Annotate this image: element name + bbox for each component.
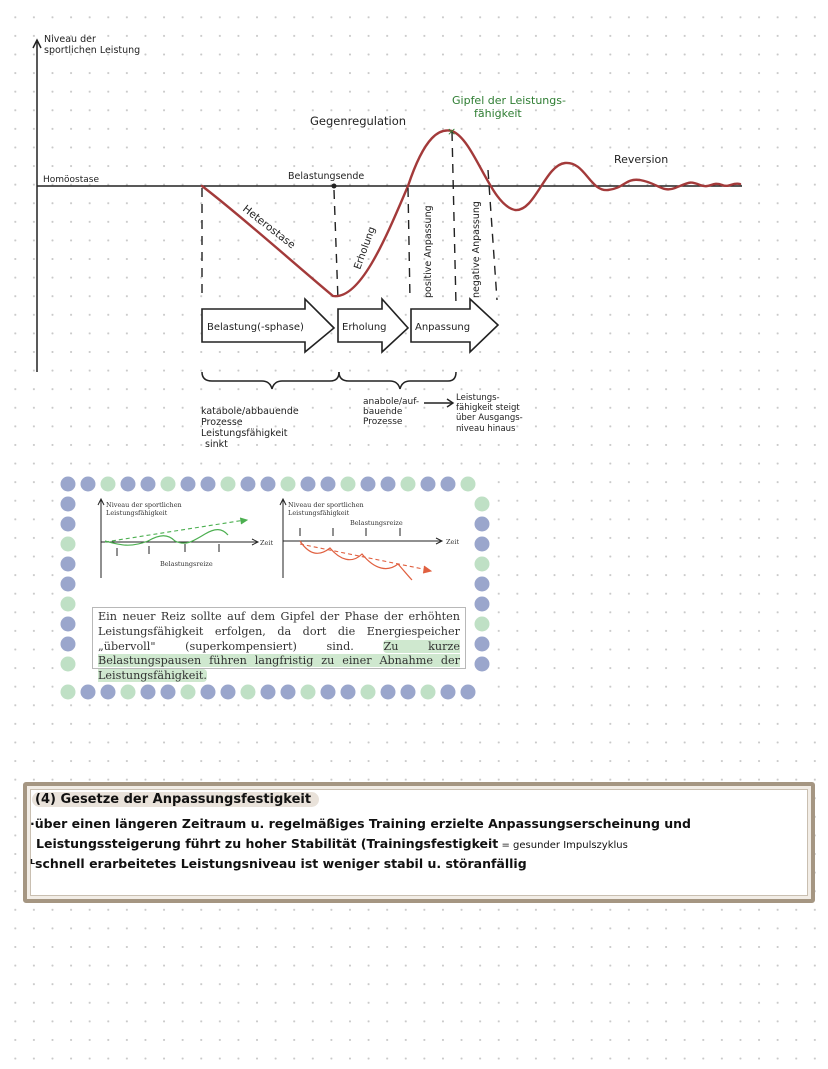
anabole-line-3: Prozesse [363, 417, 403, 427]
frame-dot [61, 597, 76, 612]
heterostase-label: Heterostase [240, 202, 298, 252]
positive-anpassung-label: positive Anpassung [423, 205, 434, 298]
steigt-line-3: über Ausgangs- [456, 413, 523, 423]
frame-dot [401, 477, 416, 492]
frame-dot [281, 685, 296, 700]
phase-label-erholung: Erholung [342, 322, 387, 333]
law-line-2 [36, 836, 628, 851]
steigt-line-2: fähigkeit steigt [456, 403, 520, 413]
frame-dot [461, 477, 476, 492]
frame-dot [61, 537, 76, 552]
frame-dot [81, 477, 96, 492]
steigt-line-1: Leistungs- [456, 393, 500, 403]
frame-dot [181, 477, 196, 492]
frame-dot [61, 657, 76, 672]
frame-dot [361, 685, 376, 700]
frame-dot [421, 477, 436, 492]
gipfel-mark: × [447, 125, 457, 138]
frame-dot [461, 685, 476, 700]
caption-highlight: Zu kurze Belastungspausen führen langfristig zu einer Abnahme der Leistungsfähigkeit. [98, 639, 460, 683]
negative-anpassung-label: negative Anpassung [471, 201, 482, 298]
left-ylabel-2: Leistungsfähigkeit [106, 509, 168, 517]
frame-dot [341, 685, 356, 700]
frame-dot [61, 517, 76, 532]
law-line-3: ᴸschnell erarbeitetes Leistungsniveau ist weniger stabil u. störanfällig [30, 856, 527, 871]
frame-dot [61, 497, 76, 512]
frame-dot [441, 685, 456, 700]
frame-dot [261, 477, 276, 492]
frame-dot [101, 477, 116, 492]
frame-dot [321, 477, 336, 492]
y-axis-label-1: Niveau der [44, 34, 96, 45]
frame-dot [61, 577, 76, 592]
frame-dot [61, 477, 76, 492]
frame-dot [121, 685, 136, 700]
frame-dot [341, 477, 356, 492]
caption-text: Ein neuer Reiz sollte auf dem Gipfel der Phase der erhöhten Leistungsfähigkeit erfolgen, da dort die Energiespeicher „übervoll" (superkompensiert) sind. [98, 610, 460, 653]
steigt-line-4: niveau hinaus [456, 424, 516, 434]
right-ylabel-2: Leistungsfähigkeit [288, 509, 350, 517]
frame-dot [261, 685, 276, 700]
katabole-line-3: Leistungsfähigkeit [201, 428, 288, 439]
mini-chart-right [280, 499, 459, 580]
right-stimuli-label: Belastungsreize [350, 519, 403, 527]
frame-dot [301, 685, 316, 700]
frame-dot [61, 637, 76, 652]
frame-dot [161, 685, 176, 700]
frame-dot [161, 477, 176, 492]
frame-dot [401, 685, 416, 700]
frame-dot [321, 685, 336, 700]
anabole-line-2: bauende [363, 407, 403, 417]
figure-caption [92, 607, 466, 683]
y-axis-label-2: sportlichen Leistung [44, 45, 141, 56]
frame-dot [221, 477, 236, 492]
frame-dot [221, 685, 236, 700]
left-ylabel-1: Niveau der sportlichen [106, 501, 182, 509]
frame-dot [281, 477, 296, 492]
phase-label-anpassung: Anpassung [415, 322, 471, 333]
gipfel-label-1: Gipfel der Leistungs- [452, 94, 566, 107]
left-curve [105, 530, 228, 546]
frame-dot [201, 477, 216, 492]
frame-dot [475, 617, 490, 632]
homoeostase-label: Homöostase [43, 175, 100, 185]
frame-dot [81, 685, 96, 700]
frame-dot [421, 685, 436, 700]
law-line-2-note: = gesunder Impulszyklus [498, 840, 628, 851]
right-trend-arrowhead [423, 566, 431, 573]
law-line-2-main: Leistungssteigerung führt zu hoher Stabilität (Trainingsfestigkeit [36, 836, 499, 851]
anabole-line-1: anabole/auf- [363, 397, 420, 407]
frame-dot [241, 477, 256, 492]
frame-dot [475, 557, 490, 572]
frame-dot [141, 685, 156, 700]
frame-dot [141, 477, 156, 492]
right-curve [300, 541, 412, 580]
law-title: (4) Gesetze der Anpassungsfestigkeit [32, 792, 319, 807]
mini-chart-left [98, 499, 273, 578]
frame-dot [475, 637, 490, 652]
erholung-curve-label: Erholung [352, 225, 379, 272]
frame-dot [475, 517, 490, 532]
frame-dot [61, 617, 76, 632]
right-ylabel-1: Niveau der sportlichen [288, 501, 364, 509]
right-xlabel: Zeit [446, 538, 460, 546]
left-stimuli-label: Belastungsreize [160, 560, 213, 568]
frame-dot [475, 497, 490, 512]
frame-dot [181, 685, 196, 700]
law-line-1: ·über einen längeren Zeitraum u. regelmäßiges Training erzielte Anpassungserscheinung und [30, 816, 692, 831]
frame-dot [61, 557, 76, 572]
left-xlabel: Zeit [260, 539, 274, 547]
frame-dot [475, 657, 490, 672]
katabole-line-1: katabole/abbauende [201, 406, 299, 417]
frame-dot [475, 597, 490, 612]
katabole-line-2: Prozesse [201, 417, 243, 428]
frame-dot [381, 477, 396, 492]
frame-dot [361, 477, 376, 492]
frame-dot [201, 685, 216, 700]
frame-dot [441, 477, 456, 492]
gipfel-label-2: fähigkeit [474, 107, 522, 120]
left-trend-arrowhead [240, 518, 247, 524]
frame-dot [301, 477, 316, 492]
frame-dot [241, 685, 256, 700]
frame-dot [61, 685, 76, 700]
frame-dot [475, 537, 490, 552]
reversion-label: Reversion [614, 153, 669, 166]
right-trend [300, 544, 428, 570]
frame-dot [475, 577, 490, 592]
frame-dot [121, 477, 136, 492]
belastungsende-label: Belastungsende [288, 171, 365, 182]
katabole-line-4: sinkt [205, 439, 228, 450]
frame-dot [381, 685, 396, 700]
gegenregulation-label: Gegenregulation [310, 114, 407, 128]
phase-label-belastung: Belastung(-sphase) [207, 322, 304, 333]
frame-dot [101, 685, 116, 700]
